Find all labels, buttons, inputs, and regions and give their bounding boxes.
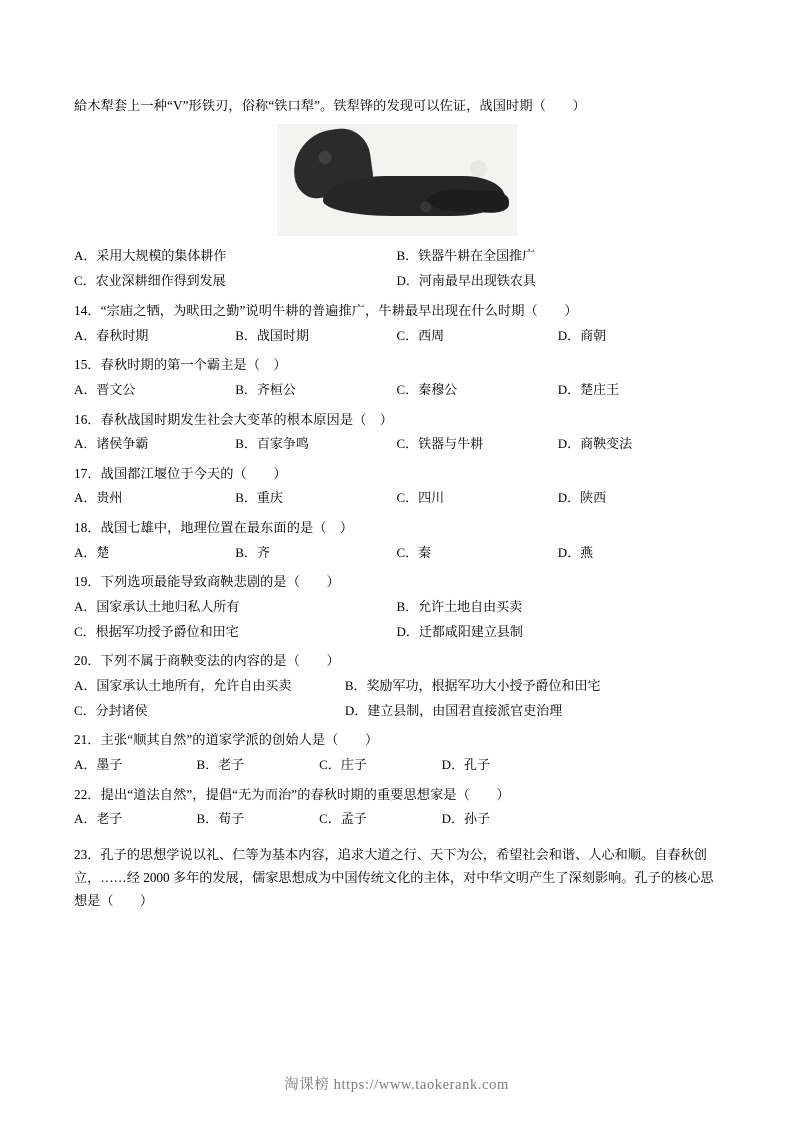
option-list [74, 809, 719, 830]
option-c[interactable]: C．根据军功授予爵位和田宅 [74, 623, 239, 639]
question-block-20 [74, 651, 719, 721]
option-a[interactable]: A．老子 [74, 811, 123, 827]
question-stem: 21．主张“顺其自然”的道家学派的创始人是（ ） [74, 732, 379, 748]
option-list [74, 488, 719, 509]
question-stem: 18．战国七雄中，地理位置在最东面的是（ ） [74, 520, 354, 536]
question-block-19 [74, 572, 719, 642]
option-d[interactable]: D．孙子 [441, 811, 491, 827]
question-block-13 [74, 96, 719, 292]
option-list [74, 543, 719, 564]
option-row [74, 755, 719, 776]
option-list [74, 755, 719, 776]
option-c[interactable]: C．秦穆公 [396, 381, 458, 397]
option-a[interactable]: A．楚 [74, 544, 110, 560]
option-a[interactable]: A．晋文公 [74, 381, 136, 397]
question-stem: 22．提出“道法自然”，提倡“无为而治”的春秋时期的重要思想家是（ ） [74, 786, 510, 802]
question-block-17 [74, 464, 719, 509]
question-block-16 [74, 410, 719, 455]
option-a[interactable]: A．国家承认土地所有，允许自由买卖 [74, 677, 292, 693]
question-block-22 [74, 785, 719, 830]
option-b[interactable]: B．奖励军功，根据军功大小授予爵位和田宅 [344, 677, 601, 693]
option-row [74, 246, 719, 267]
option-row [74, 271, 719, 292]
option-a[interactable]: A．采用大规模的集体耕作 [74, 248, 227, 264]
question-block-18 [74, 518, 719, 563]
option-d[interactable]: D．商鞅变法 [557, 436, 633, 451]
option-d[interactable]: D．商朝 [557, 327, 607, 343]
option-d[interactable]: D．孔子 [441, 756, 491, 772]
question-stem: 15．春秋时期的第一个霸主是（ ） [74, 357, 287, 373]
figure-plowshare [74, 124, 719, 236]
option-row [74, 701, 719, 722]
option-row [74, 488, 719, 509]
option-c[interactable]: C．西周 [396, 327, 445, 343]
option-d[interactable]: D．陕西 [557, 490, 607, 506]
option-a[interactable]: A．墨子 [74, 756, 123, 772]
option-row [74, 434, 719, 455]
option-d[interactable]: D．楚庄王 [557, 381, 620, 397]
option-b[interactable]: B．允许土地自由买卖 [396, 598, 523, 614]
option-a[interactable]: A．国家承认土地归私人所有 [74, 598, 240, 614]
option-list [74, 676, 719, 722]
plowshare-image [277, 124, 517, 236]
option-row [74, 380, 719, 401]
question-block-23 [74, 843, 719, 912]
option-c[interactable]: C．四川 [396, 490, 445, 506]
question-stem: 給木犁套上一种“V”形铁刃，俗称“铁口犁”。铁犁铧的发现可以佐证，战国时期（ ） [74, 98, 586, 113]
option-d[interactable]: D．建立县制，由国君直接派官吏治理 [344, 702, 563, 718]
question-stem: 14．“宗庙之牺，为畎田之勤”说明牛耕的普遍推广，牛耕最早出现在什么时期（ ） [74, 303, 578, 319]
option-row [74, 326, 719, 347]
plowshare-texture [277, 124, 517, 236]
question-stem: 20．下列不属于商鞅变法的内容的是（ ） [74, 653, 340, 669]
option-c[interactable]: C．铁器与牛耕 [396, 436, 484, 451]
option-row [74, 622, 719, 643]
option-b[interactable]: B．老子 [196, 756, 245, 772]
option-b[interactable]: B．齐桓公 [235, 381, 296, 397]
question-stem: 19．下列选项最能导致商鞅悲剧的是（ ） [74, 574, 340, 590]
option-b[interactable]: B．荀子 [196, 811, 245, 827]
question-block-21 [74, 730, 719, 775]
option-row [74, 597, 719, 618]
question-block-14 [74, 301, 719, 346]
option-c[interactable]: C．孟子 [319, 811, 367, 827]
option-row [74, 676, 719, 697]
option-list [74, 597, 719, 643]
option-list [74, 380, 719, 401]
watermark: 淘课榜 https://www.taokerank.com [284, 1077, 509, 1093]
option-b[interactable]: B．战国时期 [235, 327, 309, 343]
option-d[interactable]: D．燕 [557, 544, 594, 560]
option-list [74, 434, 719, 455]
question-stem: 16．春秋战国时期发生社会大变革的根本原因是（ ） [74, 411, 393, 427]
option-list [74, 246, 719, 292]
option-row [74, 809, 719, 830]
question-block-15 [74, 355, 719, 400]
option-row [74, 543, 719, 564]
option-b[interactable]: B．重庆 [235, 490, 283, 506]
option-a[interactable]: A．诸侯争霸 [74, 436, 149, 451]
option-c[interactable]: C．分封诸侯 [74, 702, 148, 718]
question-stem: 17．战国都江堰位于今天的（ ） [74, 465, 287, 481]
option-b[interactable]: B．齐 [235, 544, 270, 560]
option-d[interactable]: D．河南最早出现铁农具 [396, 273, 536, 289]
option-c[interactable]: C．秦 [396, 544, 432, 560]
option-c[interactable]: C．庄子 [319, 756, 367, 772]
option-c[interactable]: C．农业深耕细作得到发展 [74, 273, 226, 289]
question-stem: 23．孔子的思想学说以礼、仁等为基本内容，追求大道之行、天下为公，希望社会和谐、人心和顺。自春秋创立，……经 2000 多年的发展，儒家思想成为中国传统文化的主体，对中华文明产生了深刻影响。孔子的核心思想是（ ） [74, 847, 714, 909]
option-b[interactable]: B．铁器牛耕在全国推广 [396, 248, 536, 264]
option-d[interactable]: D．迁都咸阳建立县制 [396, 623, 523, 639]
option-list [74, 326, 719, 347]
option-b[interactable]: B．百家争鸣 [235, 436, 309, 451]
option-a[interactable]: A．贵州 [74, 490, 123, 506]
option-a[interactable]: A．春秋时期 [74, 327, 149, 343]
